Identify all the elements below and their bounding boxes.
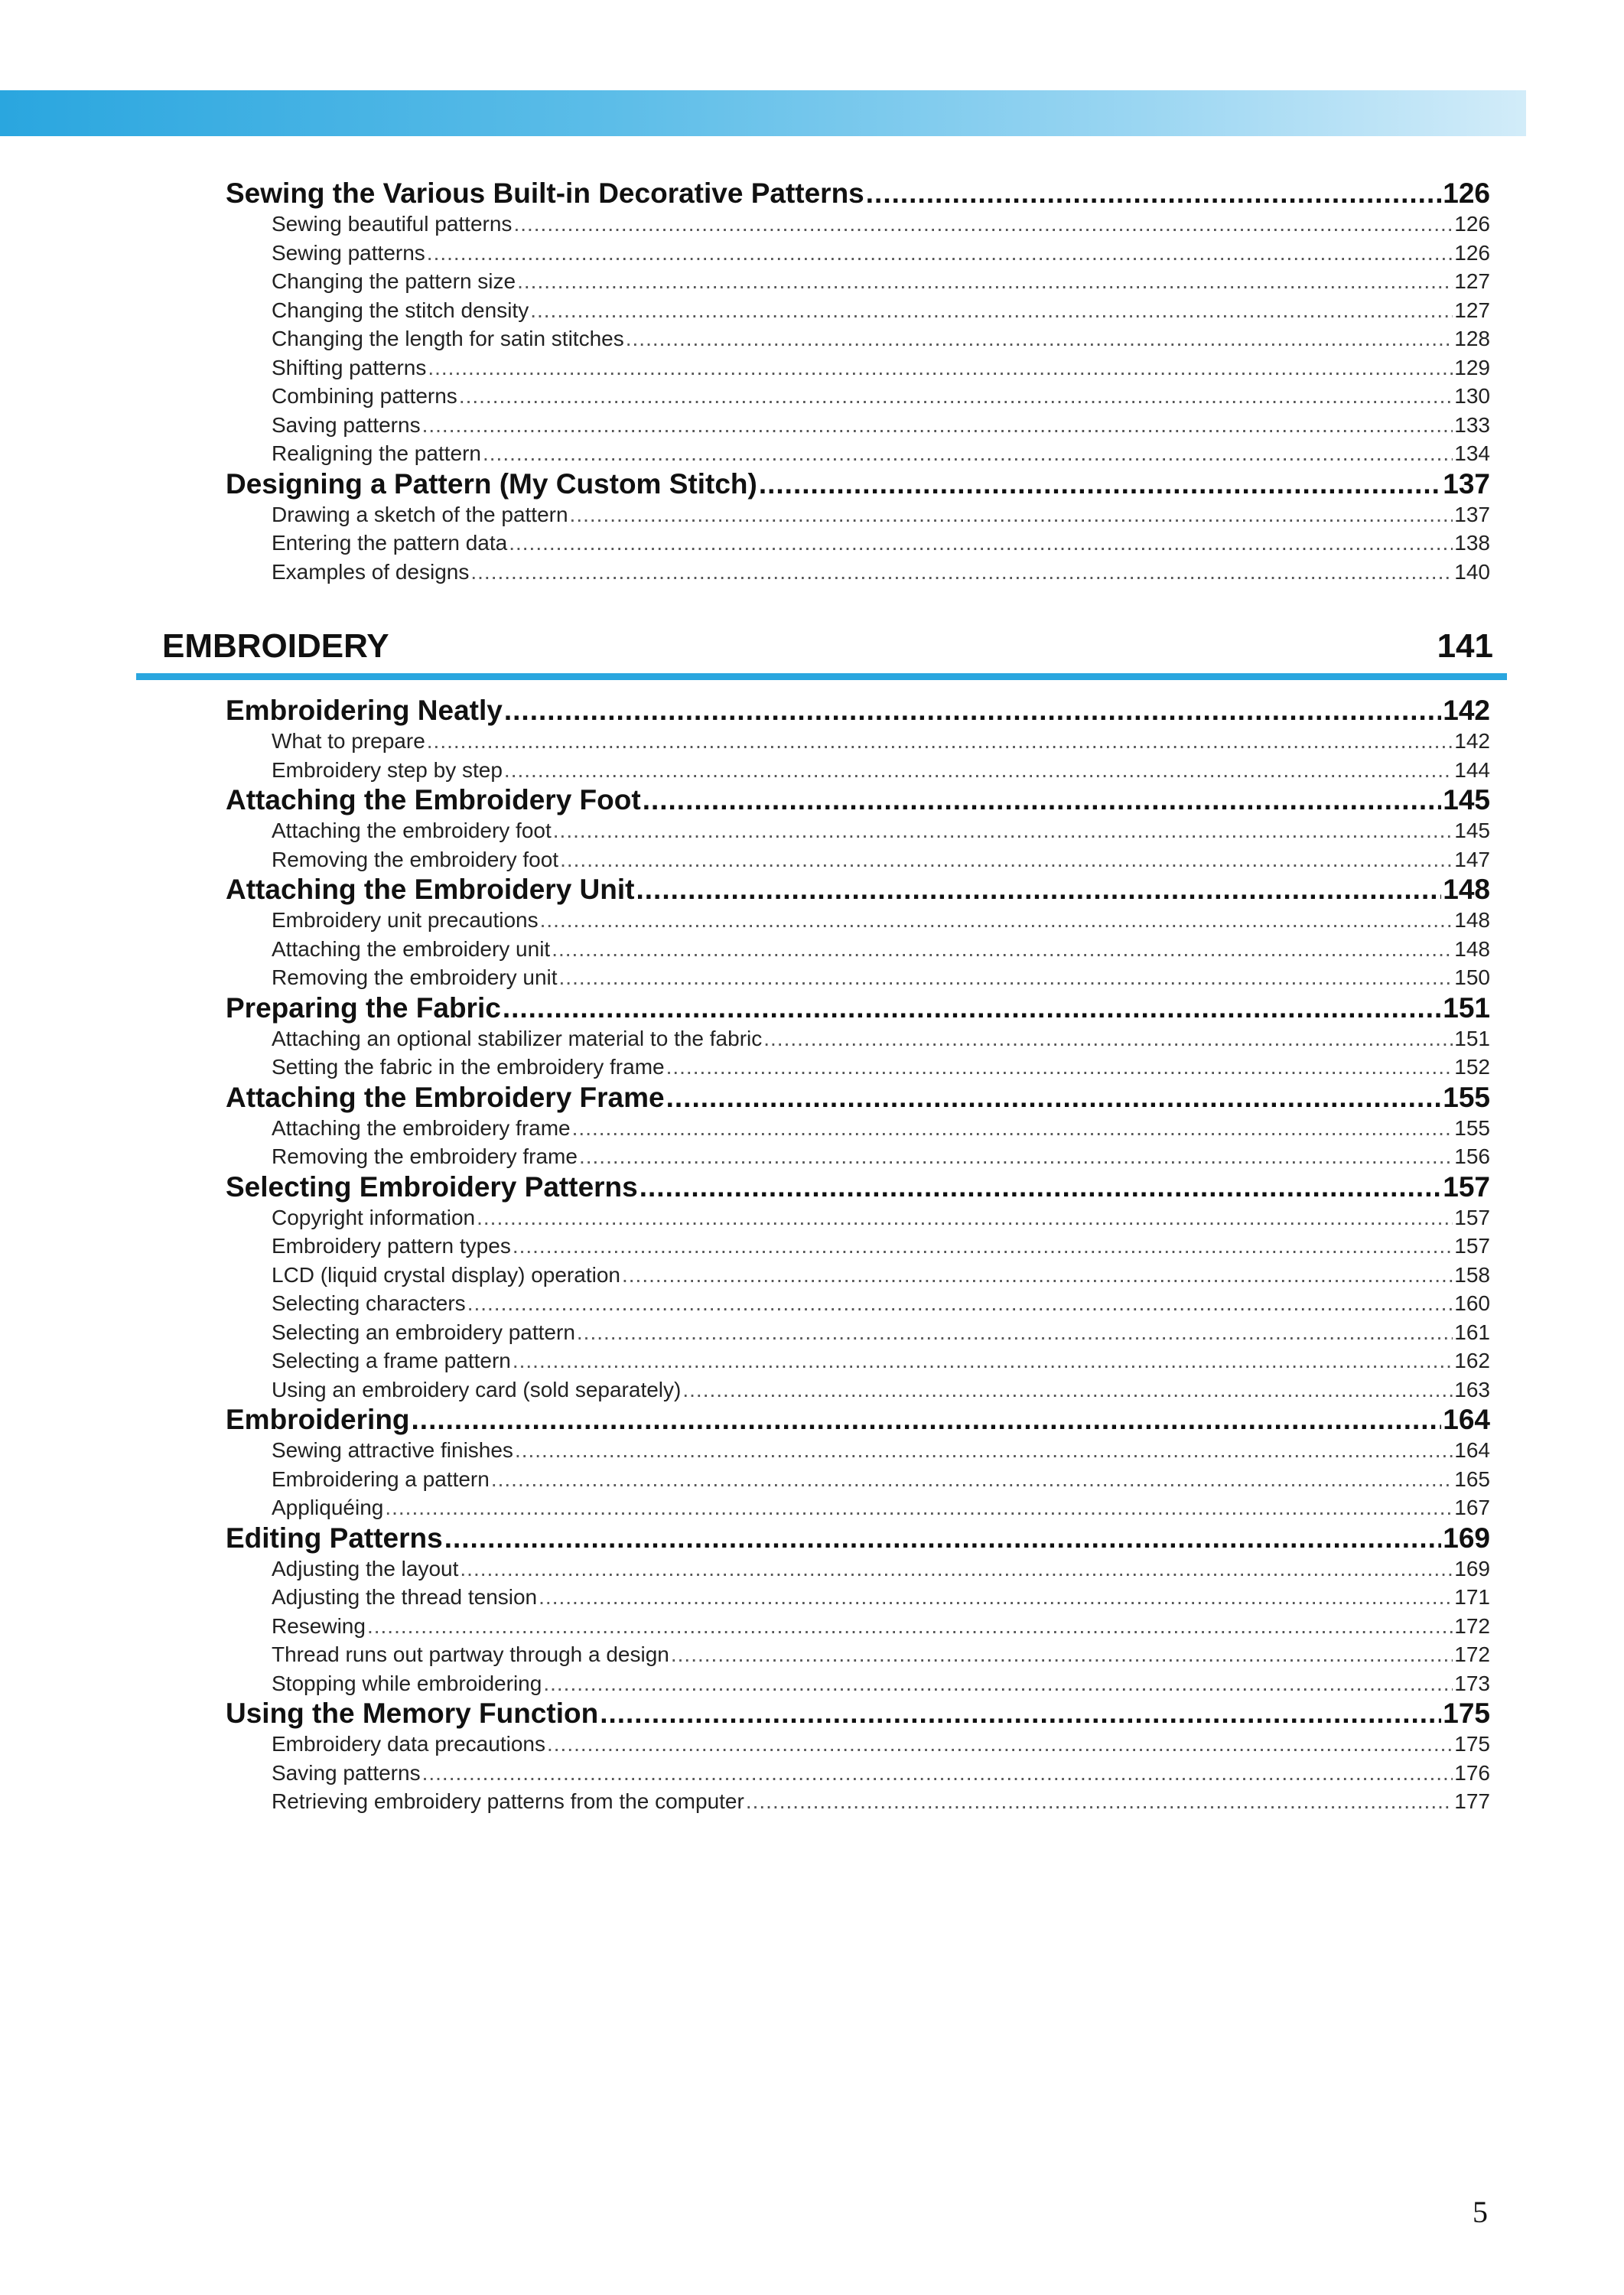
- toc-subsection-entry[interactable]: [226, 558, 1490, 587]
- subsection-page: 165: [1454, 1467, 1490, 1491]
- dot-leader: [460, 1554, 1453, 1584]
- toc-subsection-entry[interactable]: [226, 963, 1490, 992]
- toc-subsection-entry[interactable]: [226, 935, 1490, 964]
- section-title: Attaching the Embroidery Foot: [226, 784, 641, 815]
- subsection-title: Retrieving embroidery patterns from the computer: [272, 1789, 744, 1813]
- subsection-title: Embroidery unit precautions: [272, 908, 539, 932]
- dot-leader: [459, 382, 1453, 411]
- subsection-title: Thread runs out partway through a design: [272, 1642, 669, 1666]
- dot-leader: [422, 411, 1453, 440]
- dot-leader: [560, 845, 1453, 874]
- subsection-title: Changing the length for satin stitches: [272, 327, 624, 350]
- subsection-title: Realigning the pattern: [272, 441, 481, 465]
- dot-leader: [671, 1640, 1453, 1669]
- subsection-page: 173: [1454, 1671, 1490, 1695]
- header-color-bar: [0, 90, 1526, 136]
- toc-section-entry[interactable]: [226, 1698, 1490, 1730]
- section-page: 148: [1443, 874, 1490, 905]
- dot-leader: [470, 558, 1453, 587]
- subsection-page: 157: [1454, 1234, 1490, 1258]
- subsection-page: 127: [1454, 298, 1490, 322]
- dot-leader: [427, 727, 1453, 756]
- subsection-page: 157: [1454, 1205, 1490, 1229]
- dot-leader: [553, 816, 1453, 845]
- dot-leader: [513, 1232, 1453, 1261]
- subsection-page: 161: [1454, 1320, 1490, 1344]
- dot-leader: [530, 296, 1453, 325]
- toc-subsection-entry[interactable]: [226, 1759, 1490, 1788]
- toc-subsection-entry[interactable]: [226, 1436, 1490, 1465]
- subsection-page: 126: [1454, 240, 1490, 265]
- toc-subsection-entry[interactable]: [226, 353, 1490, 382]
- toc-subsection-entry[interactable]: [226, 267, 1490, 296]
- toc-embroidery-section: [226, 695, 1490, 1816]
- toc-section-entry[interactable]: [226, 784, 1490, 816]
- dot-leader: [412, 1404, 1442, 1436]
- toc-subsection-entry[interactable]: [226, 845, 1490, 874]
- toc-subsection-entry[interactable]: [226, 296, 1490, 325]
- subsection-page: 167: [1454, 1496, 1490, 1519]
- subsection-title: Changing the pattern size: [272, 269, 516, 293]
- toc-subsection-entry[interactable]: [226, 1318, 1490, 1347]
- toc-subsection-entry[interactable]: [226, 1669, 1490, 1698]
- subsection-title: Setting the fabric in the embroidery frame: [272, 1055, 665, 1079]
- subsection-title: What to prepare: [272, 729, 425, 753]
- dot-leader: [577, 1318, 1453, 1347]
- subsection-title: Sewing beautiful patterns: [272, 212, 513, 236]
- subsection-title: Attaching the embroidery unit: [272, 936, 551, 961]
- dot-leader: [515, 1436, 1453, 1465]
- dot-leader: [547, 1730, 1453, 1759]
- subsection-title: Shifting patterns: [272, 355, 427, 379]
- dot-leader: [513, 210, 1453, 239]
- subsection-title: Drawing a sketch of the pattern: [272, 502, 568, 526]
- toc-section-entry[interactable]: [226, 695, 1490, 727]
- dot-leader: [579, 1142, 1453, 1171]
- dot-leader: [517, 267, 1453, 296]
- dot-leader: [539, 1583, 1453, 1612]
- section-title: Embroidering Neatly: [226, 695, 503, 726]
- toc-section-entry[interactable]: [226, 992, 1490, 1024]
- toc-section-entry[interactable]: [226, 1082, 1490, 1114]
- toc-section-entry[interactable]: [226, 1171, 1490, 1203]
- toc-subsection-entry[interactable]: [226, 906, 1490, 935]
- subsection-title: Stopping while embroidering: [272, 1671, 542, 1695]
- toc-subsection-entry[interactable]: [226, 1203, 1490, 1232]
- dot-leader: [682, 1375, 1453, 1405]
- subsection-title: LCD (liquid crystal display) operation: [272, 1262, 620, 1287]
- dot-leader: [503, 992, 1441, 1024]
- toc-subsection-entry[interactable]: [226, 1554, 1490, 1584]
- subsection-page: 164: [1454, 1438, 1490, 1462]
- subsection-page: 145: [1454, 819, 1490, 842]
- subsection-title: Attaching the embroidery foot: [272, 819, 552, 842]
- toc-section-entry[interactable]: [226, 1404, 1490, 1436]
- toc-subsection-entry[interactable]: [226, 1261, 1490, 1290]
- toc-subsection-entry[interactable]: [226, 816, 1490, 845]
- chapter-page: 141: [1437, 627, 1493, 665]
- section-page: 126: [1443, 177, 1490, 209]
- dot-leader: [600, 1698, 1441, 1730]
- dot-leader: [559, 963, 1453, 992]
- section-page: 142: [1443, 695, 1490, 726]
- toc-subsection-entry[interactable]: [226, 1730, 1490, 1759]
- subsection-page: 138: [1454, 531, 1490, 555]
- subsection-title: Saving patterns: [272, 412, 421, 437]
- subsection-page: 147: [1454, 847, 1490, 871]
- subsection-title: Sewing patterns: [272, 240, 425, 265]
- subsection-page: 176: [1454, 1760, 1490, 1785]
- subsection-page: 151: [1454, 1026, 1490, 1050]
- section-page: 169: [1443, 1522, 1490, 1554]
- dot-leader: [666, 1053, 1453, 1082]
- dot-leader: [467, 1289, 1453, 1318]
- dot-leader: [570, 500, 1453, 529]
- dot-leader: [540, 906, 1453, 935]
- section-title: Selecting Embroidery Patterns: [226, 1170, 638, 1203]
- toc-subsection-entry[interactable]: [226, 756, 1490, 785]
- section-title: Embroidering: [226, 1404, 410, 1435]
- subsection-title: Adjusting the thread tension: [272, 1585, 538, 1609]
- subsection-title: Removing the embroidery foot: [272, 847, 559, 871]
- toc-subsection-entry[interactable]: [226, 239, 1490, 268]
- dot-leader: [427, 239, 1453, 268]
- section-page: 164: [1443, 1404, 1490, 1435]
- toc-subsection-entry[interactable]: [226, 1114, 1490, 1143]
- dot-leader: [385, 1493, 1453, 1522]
- subsection-page: 155: [1454, 1115, 1490, 1140]
- subsection-page: 177: [1454, 1789, 1490, 1813]
- toc-subsection-entry[interactable]: [226, 1787, 1490, 1816]
- subsection-title: Entering the pattern data: [272, 531, 508, 555]
- toc-subsection-entry[interactable]: [226, 1053, 1490, 1082]
- section-title: Editing Patterns: [226, 1522, 443, 1554]
- subsection-title: Embroidery step by step: [272, 757, 503, 782]
- toc-subsection-entry[interactable]: [226, 1465, 1490, 1494]
- toc-subsection-entry[interactable]: [226, 411, 1490, 440]
- subsection-title: Selecting a frame pattern: [272, 1349, 511, 1372]
- dot-leader: [643, 784, 1442, 816]
- section-page: 155: [1443, 1081, 1490, 1113]
- subsection-page: 126: [1454, 212, 1490, 236]
- toc-subsection-entry[interactable]: [226, 1583, 1490, 1612]
- toc-subsection-entry[interactable]: [226, 1375, 1490, 1405]
- dot-leader: [763, 1024, 1453, 1053]
- subsection-page: 137: [1454, 502, 1490, 526]
- subsection-page: 171: [1454, 1585, 1490, 1609]
- subsection-title: Selecting an embroidery pattern: [272, 1320, 575, 1344]
- subsection-page: 172: [1454, 1642, 1490, 1666]
- dot-leader: [666, 1082, 1442, 1114]
- toc-subsection-entry[interactable]: [226, 382, 1490, 411]
- subsection-page: 158: [1454, 1262, 1490, 1287]
- dot-leader: [552, 935, 1453, 964]
- dot-leader: [428, 353, 1453, 382]
- toc-subsection-entry[interactable]: [226, 529, 1490, 558]
- dot-leader: [759, 468, 1441, 500]
- toc-subsection-entry[interactable]: [226, 500, 1490, 529]
- subsection-title: Removing the embroidery frame: [272, 1144, 578, 1168]
- dot-leader: [422, 1759, 1453, 1788]
- subsection-title: Appliquéing: [272, 1496, 384, 1519]
- subsection-page: 169: [1454, 1556, 1490, 1580]
- toc-sewing-section: [226, 177, 1490, 586]
- dot-leader: [513, 1346, 1453, 1375]
- toc-section-entry[interactable]: [226, 1522, 1490, 1554]
- section-title: Sewing the Various Built-in Decorative Patterns: [226, 177, 864, 209]
- toc-subsection-entry[interactable]: [226, 1640, 1490, 1669]
- subsection-page: 152: [1454, 1055, 1490, 1079]
- subsection-title: Saving patterns: [272, 1760, 421, 1785]
- section-page: 175: [1443, 1698, 1490, 1729]
- subsection-title: Embroidering a pattern: [272, 1467, 490, 1491]
- subsection-title: Attaching an optional stabilizer material to the fabric: [272, 1026, 763, 1050]
- dot-leader: [509, 529, 1453, 558]
- subsection-title: Embroidery pattern types: [272, 1234, 511, 1258]
- chapter-heading: [162, 626, 1493, 666]
- subsection-page: 175: [1454, 1732, 1490, 1756]
- subsection-title: Copyright information: [272, 1205, 476, 1229]
- dot-leader: [866, 177, 1442, 210]
- subsection-page: 148: [1454, 936, 1490, 961]
- subsection-page: 163: [1454, 1377, 1490, 1401]
- dot-leader: [504, 695, 1441, 727]
- subsection-page: 129: [1454, 355, 1490, 379]
- toc-section-entry[interactable]: [226, 177, 1490, 210]
- subsection-title: Sewing attractive finishes: [272, 1438, 513, 1462]
- subsection-title: Resewing: [272, 1613, 366, 1638]
- toc-subsection-entry[interactable]: [226, 727, 1490, 756]
- subsection-page: 162: [1454, 1349, 1490, 1372]
- subsection-page: 156: [1454, 1144, 1490, 1168]
- dot-leader: [640, 1171, 1442, 1203]
- subsection-title: Attaching the embroidery frame: [272, 1115, 571, 1140]
- dot-leader: [543, 1669, 1453, 1698]
- subsection-page: 128: [1454, 327, 1490, 350]
- dot-leader: [572, 1114, 1453, 1143]
- dot-leader: [746, 1787, 1453, 1816]
- subsection-page: 172: [1454, 1613, 1490, 1638]
- section-page: 157: [1443, 1170, 1490, 1203]
- dot-leader: [626, 324, 1453, 353]
- dot-leader: [622, 1261, 1453, 1290]
- toc-subsection-entry[interactable]: [226, 1232, 1490, 1261]
- subsection-page: 160: [1454, 1291, 1490, 1315]
- toc-subsection-entry[interactable]: [226, 210, 1490, 239]
- subsection-page: 144: [1454, 757, 1490, 782]
- subsection-title: Selecting characters: [272, 1291, 466, 1315]
- dot-leader: [477, 1203, 1453, 1232]
- subsection-page: 134: [1454, 441, 1490, 465]
- subsection-page: 150: [1454, 965, 1490, 989]
- section-title: Attaching the Embroidery Unit: [226, 874, 635, 905]
- subsection-title: Embroidery data precautions: [272, 1732, 545, 1756]
- section-page: 137: [1443, 467, 1490, 500]
- dot-leader: [367, 1612, 1453, 1641]
- subsection-title: Removing the embroidery unit: [272, 965, 558, 989]
- chapter-title: EMBROIDERY: [162, 627, 389, 665]
- subsection-title: Adjusting the layout: [272, 1556, 459, 1580]
- section-title: Attaching the Embroidery Frame: [226, 1081, 665, 1113]
- toc-subsection-entry[interactable]: [226, 1612, 1490, 1641]
- subsection-title: Examples of designs: [272, 559, 470, 584]
- dot-leader: [491, 1465, 1453, 1494]
- toc-subsection-entry[interactable]: [226, 1289, 1490, 1318]
- section-title: Designing a Pattern (My Custom Stitch): [226, 467, 757, 500]
- toc-subsection-entry[interactable]: [226, 324, 1490, 353]
- dot-leader: [444, 1522, 1442, 1554]
- page-number: 5: [1473, 2195, 1488, 2229]
- subsection-page: 133: [1454, 412, 1490, 437]
- subsection-page: 127: [1454, 269, 1490, 293]
- toc-subsection-entry[interactable]: [226, 1142, 1490, 1171]
- toc-subsection-entry[interactable]: [226, 439, 1490, 468]
- chapter-divider: [136, 673, 1507, 680]
- dot-leader: [504, 756, 1453, 785]
- toc-section-entry[interactable]: [226, 468, 1490, 500]
- dot-leader: [636, 874, 1441, 906]
- section-page: 145: [1443, 784, 1490, 815]
- subsection-page: 142: [1454, 729, 1490, 753]
- section-title: Preparing the Fabric: [226, 991, 501, 1024]
- dot-leader: [483, 439, 1453, 468]
- toc-subsection-entry[interactable]: [226, 1493, 1490, 1522]
- subsection-page: 130: [1454, 384, 1490, 408]
- subsection-page: 140: [1454, 559, 1490, 584]
- section-page: 151: [1443, 991, 1490, 1024]
- subsection-title: Using an embroidery card (sold separately): [272, 1377, 682, 1401]
- toc-subsection-entry[interactable]: [226, 1024, 1490, 1053]
- section-title: Using the Memory Function: [226, 1698, 599, 1729]
- toc-section-entry[interactable]: [226, 874, 1490, 906]
- subsection-page: 148: [1454, 908, 1490, 932]
- subsection-title: Combining patterns: [272, 384, 457, 408]
- subsection-title: Changing the stitch density: [272, 298, 529, 322]
- toc-subsection-entry[interactable]: [226, 1346, 1490, 1375]
